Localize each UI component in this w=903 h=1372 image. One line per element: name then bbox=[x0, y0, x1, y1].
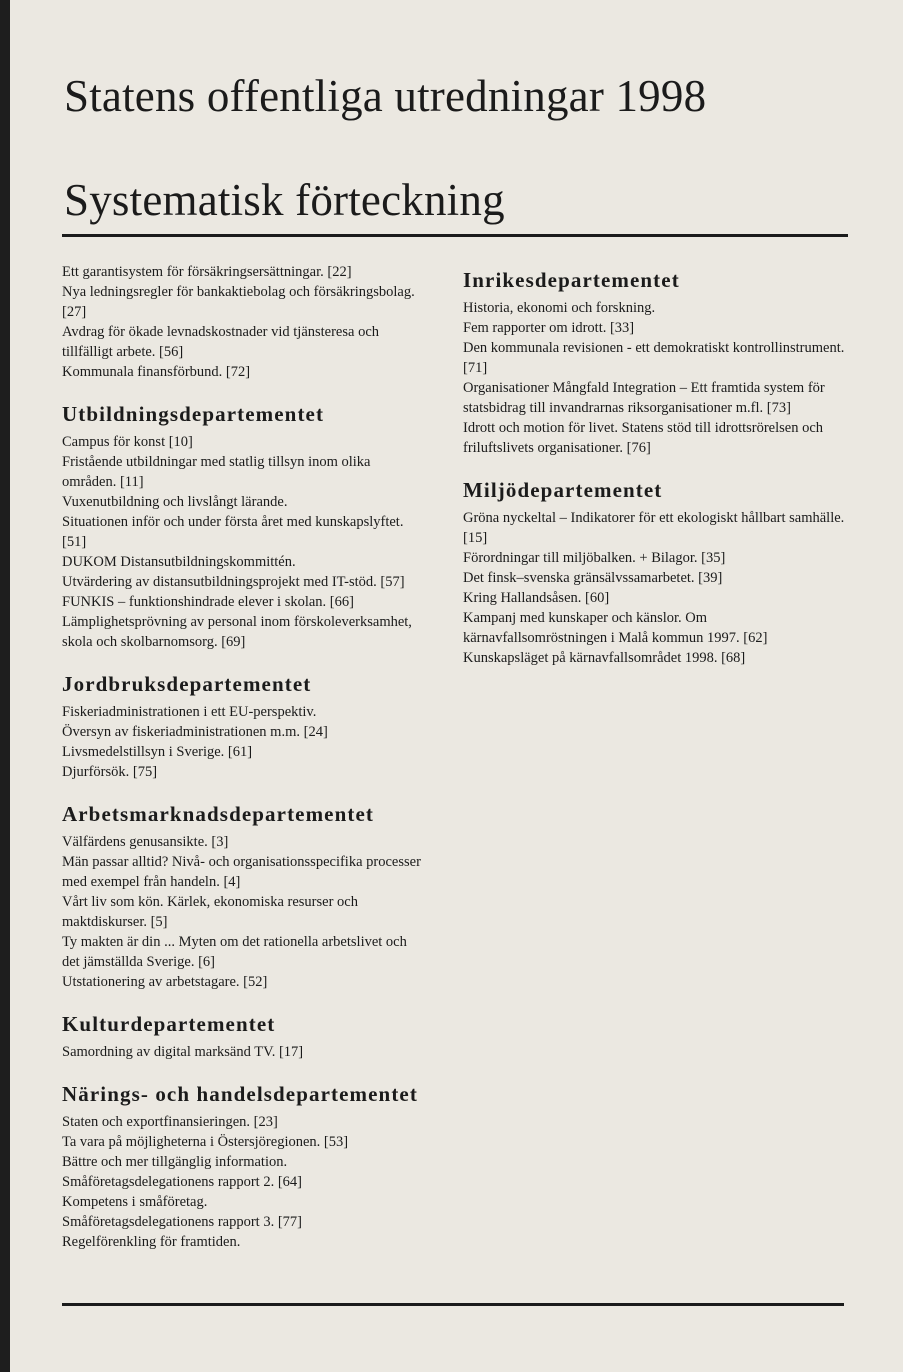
list-item: Vuxenutbildning och livslångt lärande. bbox=[62, 494, 288, 510]
list-item: Kunskapsläget på kärnavfallsområdet 1998. [68] bbox=[463, 650, 746, 666]
bottom-divider bbox=[62, 1303, 844, 1306]
entry-list bbox=[62, 432, 422, 652]
list-item: Kampanj med kunskaper och känslor. Om kärnavfallsomröstningen i Malå kommun 1997. [62] bbox=[463, 610, 768, 646]
department-heading: Arbetsmarknadsdepartementet bbox=[62, 802, 374, 826]
list-item: Situationen inför och under första året med kunskapslyftet. [51] bbox=[62, 514, 404, 550]
department-section-utbildning bbox=[62, 402, 422, 652]
list-item: Livsmedelstillsyn i Sverige. [61] bbox=[62, 744, 253, 760]
department-section-jordbruk bbox=[62, 672, 422, 782]
right-column bbox=[463, 268, 848, 688]
list-item: Översyn av fiskeriadministrationen m.m. [24] bbox=[62, 724, 328, 740]
left-column bbox=[62, 262, 422, 1272]
list-item: Avdrag för ökade levnadskostnader vid tjänsteresa och tillfälligt arbete. [56] bbox=[62, 324, 380, 360]
department-heading: Inrikesdepartementet bbox=[463, 268, 680, 292]
entry-list bbox=[62, 832, 422, 992]
list-item: Småföretagsdelegationens rapport 3. [77] bbox=[62, 1214, 302, 1230]
entry-list bbox=[62, 262, 422, 382]
list-item: Kommunala finansförbund. [72] bbox=[62, 364, 251, 380]
list-item: Lämplighetsprövning av personal inom förskoleverksamhet, skola och skolbarnomsorg. [69] bbox=[62, 614, 412, 650]
list-item: Ta vara på möjligheterna i Östersjöregionen. [53] bbox=[62, 1134, 349, 1150]
department-heading: Kulturdepartementet bbox=[62, 1012, 276, 1036]
department-section-arbetsmarknad bbox=[62, 802, 422, 992]
list-item: Djurförsök. [75] bbox=[62, 764, 158, 780]
list-item: Det finsk–svenska gränsälvssamarbetet. [39] bbox=[463, 570, 723, 586]
department-section-miljo bbox=[463, 478, 848, 668]
list-item: Staten och exportfinansieringen. [23] bbox=[62, 1114, 278, 1130]
list-item: Kompetens i småföretag. bbox=[62, 1194, 208, 1210]
entry-list bbox=[463, 508, 848, 668]
list-item: DUKOM Distansutbildningskommittén. bbox=[62, 554, 296, 570]
list-item: Män passar alltid? Nivå- och organisationsspecifika processer med exempel från handeln. [4] bbox=[62, 854, 421, 890]
list-item: Regelförenkling för framtiden. bbox=[62, 1234, 241, 1250]
page-title: Statens offentliga utredningar 1998 bbox=[64, 71, 707, 121]
page-subtitle: Systematisk förteckning bbox=[64, 175, 505, 225]
list-item: Småföretagsdelegationens rapport 2. [64] bbox=[62, 1174, 302, 1190]
department-section-naring-handel bbox=[62, 1082, 422, 1252]
department-heading: Närings- och handelsdepartementet bbox=[62, 1082, 418, 1106]
list-item: Utstationering av arbetstagare. [52] bbox=[62, 974, 268, 990]
list-item: Idrott och motion för livet. Statens stöd till idrottsrörelsen och friluftslivets organisationer. [76] bbox=[463, 420, 824, 456]
list-item: Vårt liv som kön. Kärlek, ekonomiska resurser och maktdiskurser. [5] bbox=[62, 894, 358, 930]
entry-list bbox=[463, 298, 848, 458]
list-item: Fristående utbildningar med statlig tillsyn inom olika områden. [11] bbox=[62, 454, 371, 490]
list-item: Ett garantisystem för försäkringsersättningar. [22] bbox=[62, 264, 352, 280]
list-item: Utvärdering av distansutbildningsprojekt med IT-stöd. [57] bbox=[62, 574, 405, 590]
list-item: Ty makten är din ... Myten om det rationella arbetslivet och det jämställda Sverige. [6] bbox=[62, 934, 407, 970]
scan-edge bbox=[0, 0, 10, 1372]
department-heading: Utbildningsdepartementet bbox=[62, 402, 325, 426]
department-heading: Jordbruksdepartementet bbox=[62, 672, 312, 696]
list-item: Kring Hallandsåsen. [60] bbox=[463, 590, 610, 606]
list-item: Nya ledningsregler för bankaktiebolag och försäkringsbolag. [27] bbox=[62, 284, 415, 320]
list-item: Den kommunala revisionen - ett demokratiskt kontrollinstrument. [71] bbox=[463, 340, 845, 376]
entry-list bbox=[62, 1112, 422, 1252]
list-item: FUNKIS – funktionshindrade elever i skolan. [66] bbox=[62, 594, 354, 610]
top-divider bbox=[62, 234, 848, 237]
list-item: Historia, ekonomi och forskning. bbox=[463, 300, 656, 316]
department-section-kultur bbox=[62, 1012, 422, 1062]
list-item: Förordningar till miljöbalken. + Bilagor. [35] bbox=[463, 550, 726, 566]
entry-list bbox=[62, 702, 422, 782]
list-item: Campus för konst [10] bbox=[62, 434, 193, 450]
department-section-continued bbox=[62, 262, 422, 382]
list-item: Bättre och mer tillgänglig information. bbox=[62, 1154, 288, 1170]
list-item: Välfärdens genusansikte. [3] bbox=[62, 834, 229, 850]
list-item: Fiskeriadministrationen i ett EU-perspektiv. bbox=[62, 704, 317, 720]
department-section-inrikes bbox=[463, 268, 848, 458]
entry-list bbox=[62, 1042, 422, 1062]
list-item: Samordning av digital marksänd TV. [17] bbox=[62, 1044, 304, 1060]
department-heading: Miljödepartementet bbox=[463, 478, 663, 502]
list-item: Fem rapporter om idrott. [33] bbox=[463, 320, 635, 336]
list-item: Organisationer Mångfald Integration – Ett framtida system för statsbidrag till invandrarnas riksorganisationer m.fl. [73] bbox=[463, 380, 825, 416]
list-item: Gröna nyckeltal – Indikatorer för ett ekologiskt hållbart samhälle. [15] bbox=[463, 510, 845, 546]
